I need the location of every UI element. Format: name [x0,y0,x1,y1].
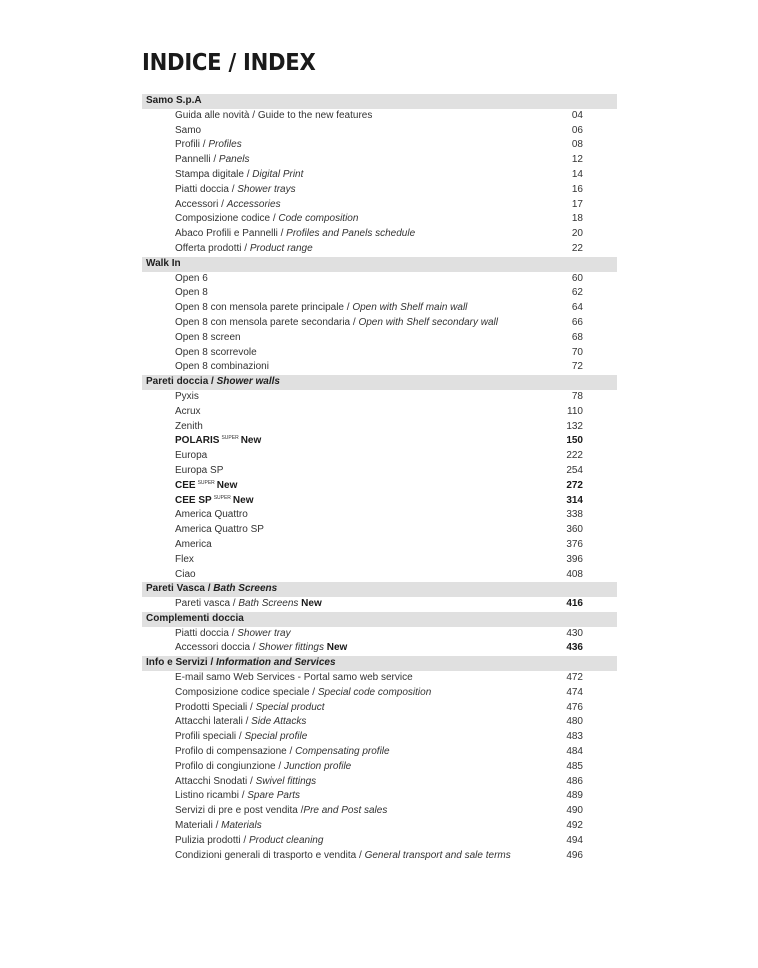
entry-name: Europa SP [175,464,224,476]
toc-entry[interactable] [142,301,617,316]
entry-label [175,568,196,583]
toc-entry[interactable] [142,420,617,435]
entry-name: Pareti vasca / [175,598,239,610]
toc-entry[interactable] [142,316,617,331]
entry-name: Ciao [175,568,196,580]
toc-entry[interactable] [142,760,617,775]
entry-name-en: Side Attacks [251,716,307,728]
entry-name: Guida alle novità / Guide to the new features [175,109,373,121]
entry-name: Piatti doccia / [175,627,238,639]
entry-name: Stampa digitale / [175,168,253,180]
entry-name-en: Bath Screens [238,598,299,610]
toc-entry[interactable] [142,405,617,420]
entry-name-en: General transport and sale terms [364,849,511,861]
entry-name: Composizione codice speciale / [175,686,318,698]
entry-label [175,686,431,701]
entry-name: Open 8 screen [175,331,241,343]
toc-entry[interactable] [142,804,617,819]
entry-label [175,804,387,819]
entry-name-en: Product cleaning [248,834,324,846]
entry-name: Acrux [175,405,201,417]
toc-entry[interactable] [142,198,617,213]
entry-label [175,153,250,168]
entry-name: Zenith [175,420,203,432]
entry-name: Abaco Profili e Pannelli / [175,228,287,240]
entry-page-number: 18 [571,213,583,225]
entry-page-number: 08 [571,139,583,151]
page-title: INDICE / INDEX [142,50,316,76]
entry-page-number: 492 [566,820,583,832]
entry-label [175,331,241,346]
new-badge: New [240,435,262,447]
entry-label [175,405,201,420]
section-title: Info e Servizi / [146,657,217,669]
entry-label [175,109,372,124]
entry-page-number: 396 [566,553,583,565]
toc-entry[interactable] [142,819,617,834]
entry-name: Samo [175,124,202,136]
toc-entry[interactable] [142,730,617,745]
entry-label [175,849,511,864]
entry-label [175,286,208,301]
entry-name: Profilo di compensazione / [175,746,296,758]
entry-name: Open 8 scorrevole [175,346,257,358]
entry-page-number: 486 [566,775,583,787]
entry-name-en: Profiles and Panels schedule [286,228,416,240]
section-title: Samo S.p.A [146,95,202,106]
entry-name-en: Special product [255,701,325,713]
entry-name-en: Shower fittings [258,642,324,654]
toc-entry[interactable] [142,479,617,494]
entry-name: Accessori doccia / [175,642,259,654]
toc-entry[interactable] [142,789,617,804]
entry-page-number: 416 [566,598,583,610]
toc-entry[interactable] [142,553,617,568]
entry-label [175,420,203,435]
toc-entry[interactable] [142,286,617,301]
entry-page-number: 254 [566,464,583,476]
toc-entry[interactable] [142,331,617,346]
toc-entry[interactable] [142,701,617,716]
entry-name: CEE SP [175,494,212,506]
entry-label [175,627,291,642]
entry-label [175,730,307,745]
section-title: Walk In [146,257,181,269]
entry-name-en: Code composition [278,213,359,225]
section-header [142,375,617,390]
entry-page-number: 489 [566,790,583,802]
entry-name: Pannelli / [175,154,219,166]
entry-page-number: 14 [571,168,583,180]
toc-entry[interactable] [142,849,617,864]
super-mark: SUPER [221,435,239,442]
entry-label [175,494,253,509]
entry-label [175,316,498,331]
toc-entry[interactable] [142,686,617,701]
entry-name-en: Profiles [208,139,242,151]
entry-name-en: Digital Print [252,168,304,180]
entry-label [175,701,325,716]
super-mark: SUPER [197,479,215,486]
new-badge: New [216,479,238,491]
entry-name-en: Junction profile [283,760,352,772]
toc-section [142,612,617,656]
toc-section [142,375,617,582]
entry-name: Attacchi Snodati / [175,775,256,787]
toc-section [142,656,617,863]
entry-page-number: 476 [566,701,583,713]
entry-name: Open 8 [175,287,208,299]
toc-entry[interactable] [142,138,617,153]
entry-page-number: 483 [566,731,583,743]
toc-entry[interactable] [142,272,617,287]
new-badge: New [232,494,254,506]
section-header [142,94,617,109]
entry-page-number: 490 [566,805,583,817]
entry-name-en: Swivel fittings [255,775,317,787]
entry-page-number: 485 [566,760,583,772]
entry-label [175,227,415,242]
entry-name: Pulizia prodotti / [175,834,249,846]
section-title: Pareti doccia / [146,376,217,388]
entry-name: Open 8 con mensola parete principale / [175,302,353,314]
entry-name: Flex [175,553,194,565]
toc-entry[interactable] [142,168,617,183]
toc-entry[interactable] [142,671,617,686]
section-header [142,582,617,597]
entry-page-number: 314 [566,494,583,506]
entry-name: Materiali / [175,820,222,832]
entry-label [175,124,201,139]
section-title-en: Shower walls [216,376,280,388]
entry-label [175,819,262,834]
entry-label [175,760,351,775]
entry-label [175,789,300,804]
toc-entry[interactable] [142,434,617,449]
entry-page-number: 430 [566,627,583,639]
entry-page-number: 132 [566,420,583,432]
entry-name: America Quattro SP [175,524,264,536]
entry-name: Attacchi laterali / [175,716,252,728]
entry-name: Accessori / [175,198,227,210]
entry-name-en: Spare Parts [247,790,301,802]
entry-page-number: 68 [571,331,583,343]
entry-name-en: Pre and Post sales [303,805,388,817]
entry-name: CEE [175,479,196,491]
entry-label [175,508,248,523]
entry-page-number: 62 [571,287,583,299]
entry-label [175,745,390,760]
entry-label [175,138,242,153]
entry-page-number: 06 [571,124,583,136]
toc-entry[interactable] [142,464,617,479]
entry-name-en: Special profile [244,731,308,743]
toc-entry[interactable] [142,360,617,375]
entry-name: Listino ricambi / [175,790,248,802]
entry-name: Servizi di pre e post vendita / [175,805,304,817]
entry-name-en: Product range [249,242,313,254]
entry-page-number: 78 [571,390,583,402]
entry-label [175,272,208,287]
toc-entry[interactable] [142,834,617,849]
toc-entry[interactable] [142,715,617,730]
entry-name-en: Accessories [226,198,281,210]
entry-name: Prodotti Speciali / [175,701,256,713]
entry-name: Composizione codice / [175,213,279,225]
toc-entry[interactable] [142,346,617,361]
entry-label [175,301,467,316]
entry-label [175,390,199,405]
entry-label [175,538,212,553]
entry-label [175,360,269,375]
entry-label [175,671,413,686]
entry-name-en: Materials [221,820,262,832]
table-of-contents [142,94,617,863]
entry-label [175,597,322,612]
entry-label [175,434,261,449]
entry-name-en: Panels [218,154,250,166]
section-header [142,257,617,272]
entry-label [175,641,347,656]
entry-page-number: 150 [566,435,583,447]
toc-entry[interactable] [142,494,617,509]
toc-section [142,94,617,257]
entry-name: America Quattro [175,509,248,521]
super-mark: SUPER [213,494,231,501]
entry-page-number: 66 [571,316,583,328]
entry-page-number: 472 [566,672,583,684]
entry-page-number: 222 [566,450,583,462]
entry-label [175,553,194,568]
entry-page-number: 484 [566,746,583,758]
new-badge: New [323,642,348,654]
entry-name: POLARIS [175,435,220,447]
entry-name: Europa [175,450,208,462]
entry-label [175,775,316,790]
entry-page-number: 110 [567,405,583,417]
entry-page-number: 16 [571,183,583,195]
toc-entry[interactable] [142,523,617,538]
section-header [142,656,617,671]
entry-page-number: 480 [566,716,583,728]
entry-name-en: Open with Shelf main wall [352,302,468,314]
entry-name: Profili speciali / [175,731,245,743]
toc-entry[interactable] [142,538,617,553]
entry-page-number: 12 [571,154,583,166]
toc-entry[interactable] [142,568,617,583]
new-badge: New [298,598,322,610]
entry-label [175,464,223,479]
entry-label [175,242,313,257]
entry-label [175,346,257,361]
section-title-en: Bath Screens [213,583,278,595]
entry-name: Open 8 con mensola parete secondaria / [175,316,359,328]
entry-page-number: 60 [571,272,583,284]
entry-page-number: 436 [566,642,583,654]
entry-label [175,523,264,538]
toc-entry[interactable] [142,449,617,464]
entry-label [175,198,281,213]
entry-page-number: 64 [571,302,583,314]
section-title: Pareti Vasca / [146,583,214,595]
entry-page-number: 17 [571,198,583,210]
entry-name-en: Shower trays [237,183,296,195]
entry-label [175,715,306,730]
entry-name: Open 6 [175,272,208,284]
entry-page-number: 20 [571,228,583,240]
entry-label [175,479,237,494]
toc-entry[interactable] [142,124,617,139]
entry-label [175,212,358,227]
entry-page-number: 72 [571,361,583,373]
entry-name: Condizioni generali di trasporto e vendita / [175,849,365,861]
toc-section [142,582,617,612]
entry-page-number: 474 [566,686,583,698]
entry-name-en: Shower tray [237,627,291,639]
entry-page-number: 70 [571,346,583,358]
entry-page-number: 496 [566,849,583,861]
section-title: Complementi doccia [146,612,244,624]
entry-name: Profilo di congiunzione / [175,760,284,772]
toc-entry[interactable] [142,775,617,790]
entry-name: E-mail samo Web Services - Portal samo web service [175,672,413,684]
entry-name-en: Special code composition [317,686,432,698]
entry-page-number: 272 [566,479,583,491]
toc-entry[interactable] [142,390,617,405]
toc-entry[interactable] [142,242,617,257]
toc-section [142,257,617,375]
entry-label [175,168,303,183]
entry-name: Pyxis [175,390,199,402]
entry-page-number: 22 [571,242,583,254]
entry-name: Piatti doccia / [175,183,238,195]
toc-entry[interactable] [142,183,617,198]
toc-entry[interactable] [142,597,617,612]
section-header [142,612,617,627]
entry-page-number: 408 [566,568,583,580]
toc-entry[interactable] [142,627,617,642]
entry-label [175,834,323,849]
entry-name: Open 8 combinazioni [175,361,269,373]
entry-label [175,449,207,464]
toc-entry[interactable] [142,508,617,523]
toc-entry[interactable] [142,109,617,124]
entry-name: Profili / [175,139,209,151]
entry-name-en: Open with Shelf secondary wall [358,316,498,328]
entry-name: Offerta prodotti / [175,242,250,254]
toc-entry[interactable] [142,641,617,656]
section-title-en: Information and Services [216,657,336,669]
entry-page-number: 338 [566,509,583,521]
toc-entry[interactable] [142,153,617,168]
toc-entry[interactable] [142,212,617,227]
entry-label [175,183,296,198]
toc-entry[interactable] [142,227,617,242]
entry-name-en: Compensating profile [295,746,390,758]
entry-page-number: 04 [571,109,583,121]
entry-page-number: 494 [566,834,583,846]
entry-page-number: 376 [566,538,583,550]
entry-name: America [175,538,212,550]
entry-page-number: 360 [566,524,583,536]
toc-entry[interactable] [142,745,617,760]
